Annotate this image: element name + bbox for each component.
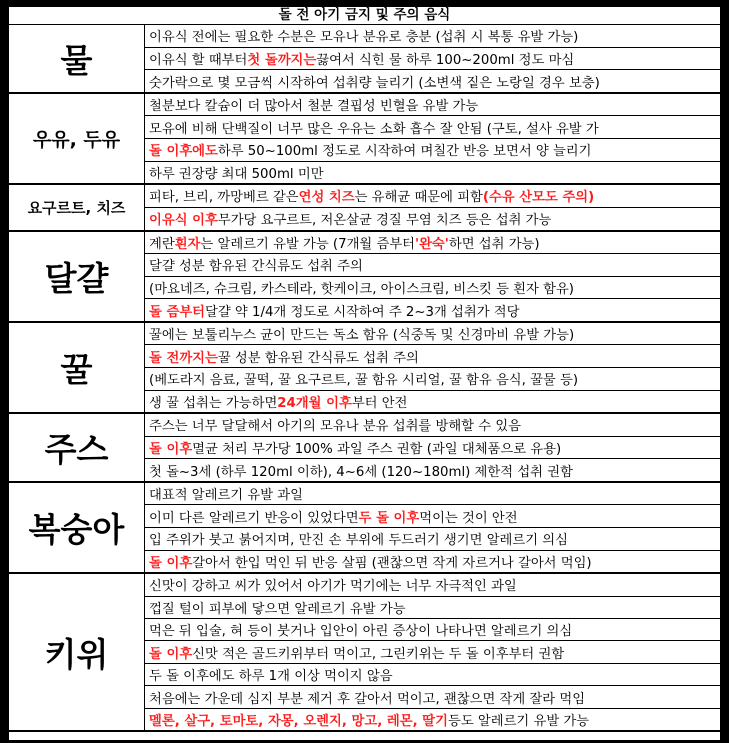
table-row <box>145 345 720 368</box>
table-row <box>145 619 720 641</box>
food-category-label: 키위 <box>9 574 145 730</box>
food-notes <box>145 414 720 481</box>
table-row <box>145 25 720 48</box>
note-text: 부터 안전 <box>351 395 408 411</box>
note-text: 계란 <box>149 236 175 252</box>
table-row <box>145 299 720 321</box>
highlight-text: 이유식 이후 <box>149 213 218 229</box>
note-text: 는 알레르기 유발 가능 (7개월 즘부터 <box>200 236 416 252</box>
table-row <box>145 664 720 686</box>
table-row <box>145 391 720 413</box>
table-row <box>145 368 720 391</box>
note-text: 첫 돌~3세 (하루 120ml 이하), 4~6세 (120~180ml) 제한적 섭취 권함 <box>149 464 573 480</box>
table-row <box>145 505 720 528</box>
table-row <box>145 94 720 117</box>
highlight-text: '완숙' <box>415 236 449 252</box>
food-category-label: 복숭아 <box>9 483 145 572</box>
table-body <box>9 25 720 732</box>
food-notes <box>145 232 720 321</box>
food-group <box>9 94 720 185</box>
highlight-text: 돌 이후 <box>149 441 193 457</box>
food-notes <box>145 483 720 572</box>
table-row <box>145 597 720 619</box>
note-text: 꿀에는 보툴리누스 균이 만드는 독소 함유 (식중독 및 신경마비 유발 가능) <box>149 328 575 344</box>
highlight-text: 흰자 <box>174 236 201 252</box>
note-text: (마요네즈, 슈크림, 카스테라, 핫케이크, 아이스크림, 비스킷 등 흰자 함유) <box>149 282 574 298</box>
table-row <box>145 551 720 573</box>
note-text: 하루 권장량 최대 500ml 미만 <box>149 166 324 182</box>
note-text: 모유에 비해 단백질이 너무 많은 우유는 소화 흡수 잘 안됨 (구토, 설사 유발 가 <box>149 121 599 137</box>
note-text: 이유식 할 때부터 <box>149 52 248 68</box>
table-row <box>145 686 720 708</box>
highlight-text: 멜론, 살구, 토마토, 자몽, 오렌지, 망고, 레몬, 딸기 <box>149 713 448 729</box>
table-row <box>145 232 720 255</box>
food-notes <box>145 25 720 92</box>
note-text: 생 꿀 섭취는 가능하면 <box>149 395 278 411</box>
table-row <box>145 459 720 481</box>
note-text: 달걀 약 1/4개 정도로 시작하여 주 2~3개 섭취가 적당 <box>205 304 520 320</box>
food-category-label: 주스 <box>9 414 145 481</box>
food-category-label: 꿀 <box>9 323 145 412</box>
highlight-text: 돌 이후 <box>149 555 193 571</box>
food-group <box>9 25 720 94</box>
table-row <box>145 70 720 92</box>
table-row <box>145 574 720 596</box>
table-row <box>145 185 720 208</box>
food-group <box>9 483 720 574</box>
note-text: 하면 섭취 가능) <box>448 236 540 252</box>
table-row <box>145 208 720 230</box>
note-text: 이유식 전에는 필요한 수분은 모유나 분유로 충분 (섭취 시 복통 유발 가능) <box>149 30 579 46</box>
food-group <box>9 574 720 732</box>
highlight-text: (수유 산모도 주의) <box>482 190 595 206</box>
food-category-label: 물 <box>9 25 145 92</box>
table-title: 돌 전 아기 금지 및 주의 음식 <box>9 7 720 25</box>
table-row <box>145 116 720 139</box>
table-row <box>145 414 720 437</box>
note-text: (베도라지 음료, 꿀떡, 꿀 요구르트, 꿀 함유 시리얼, 꿀 함유 음식, 꿀물 등) <box>149 373 579 389</box>
note-text: 끓여서 식힌 물 하루 100~200ml 정도 마심 <box>316 52 575 68</box>
food-group <box>9 185 720 232</box>
highlight-text: 돌 전까지는 <box>149 350 218 366</box>
food-group <box>9 323 720 414</box>
note-text: 철분보다 칼슘이 더 많아서 철분 결핍성 빈혈을 유발 가능 <box>149 99 479 115</box>
highlight-text: 24개월 이후 <box>277 395 352 411</box>
table-row <box>145 483 720 506</box>
food-notes <box>145 574 720 730</box>
note-text: 먹은 뒤 입술, 혀 등이 붓거나 입안이 아린 증상이 나타나면 알레르기 의심 <box>149 624 573 640</box>
table-row <box>145 323 720 346</box>
note-text: 무가당 요구르트, 저온살균 경질 무염 치즈 등은 섭취 가능 <box>217 213 552 229</box>
note-text: 하루 50~100ml 정도로 시작하여 며칠간 반응 보면서 양 늘리기 <box>217 144 592 160</box>
table-row <box>145 277 720 300</box>
table-row <box>145 139 720 162</box>
table-row <box>145 48 720 71</box>
note-text: 숫가락으로 몇 모금씩 시작하여 섭취량 늘리기 (소변색 짙은 노랑일 경우 보충) <box>149 75 600 91</box>
table-row <box>145 254 720 277</box>
highlight-text: 돌 이후 <box>149 646 193 662</box>
highlight-text: 돌 이후에도 <box>149 144 218 160</box>
note-text: 는 유해균 때문에 피함 <box>354 190 483 206</box>
note-text: 피타, 브리, 까망베르 같은 <box>149 190 299 206</box>
highlight-text: 두 돌 이후 <box>358 510 420 526</box>
note-text: 멸균 처리 무가당 100% 과일 주스 권함 (과일 대체품으로 유용) <box>192 441 562 457</box>
note-text: 등도 알레르기 유발 가능 <box>447 713 590 729</box>
food-notes <box>145 323 720 412</box>
note-text: 갈아서 한입 먹인 뒤 반응 살핌 (괜찮으면 작게 자르거나 갈아서 먹임) <box>192 555 592 571</box>
note-text: 이미 다른 알레르기 반응이 있었다면 <box>149 510 359 526</box>
table-row <box>145 641 720 663</box>
note-text: 먹이는 것이 안전 <box>419 510 518 526</box>
food-group <box>9 414 720 483</box>
table-row <box>145 528 720 551</box>
note-text: 주스는 너무 달달해서 아기의 모유나 분유 섭취를 방해할 수 있음 <box>149 419 522 435</box>
note-text: 꿀 성분 함유된 간식류도 섭취 주의 <box>217 350 419 366</box>
food-notes <box>145 94 720 183</box>
note-text: 신맛이 강하고 씨가 있어서 아기가 먹기에는 너무 자극적인 과일 <box>149 579 517 595</box>
note-text: 두 돌 이후에도 하루 1개 이상 먹이지 않음 <box>149 669 393 685</box>
food-notes <box>145 185 720 230</box>
note-text: 대표적 알레르기 유발 과일 <box>149 488 303 504</box>
highlight-text: 연성 치즈 <box>298 190 355 206</box>
highlight-text: 첫 돌까지는 <box>247 52 317 68</box>
food-guide-table <box>8 6 721 741</box>
highlight-text: 돌 즘부터 <box>149 304 206 320</box>
note-text: 달걀 성분 함유된 간식류도 섭취 주의 <box>149 259 363 275</box>
food-group <box>9 232 720 323</box>
note-text: 입 주위가 붓고 붉어지며, 만진 손 부위에 두드러기 생기면 알레르기 의심 <box>149 533 568 549</box>
note-text: 껍질 털이 피부에 닿으면 알레르기 유발 가능 <box>149 601 406 617</box>
note-text: 처음에는 가운데 심지 부분 제거 후 갈아서 먹이고, 괜찮으면 작게 잘라 먹임 <box>149 691 586 707</box>
note-text: 신맛 적은 골드키위부터 먹이고, 그린키위는 두 돌 이후부터 권함 <box>192 646 565 662</box>
food-category-label: 요구르트, 치즈 <box>9 185 145 230</box>
table-row <box>145 162 720 184</box>
table-row <box>145 709 720 730</box>
food-category-label: 우유, 두유 <box>9 94 145 183</box>
table-row <box>145 437 720 460</box>
food-category-label: 달걀 <box>9 232 145 321</box>
